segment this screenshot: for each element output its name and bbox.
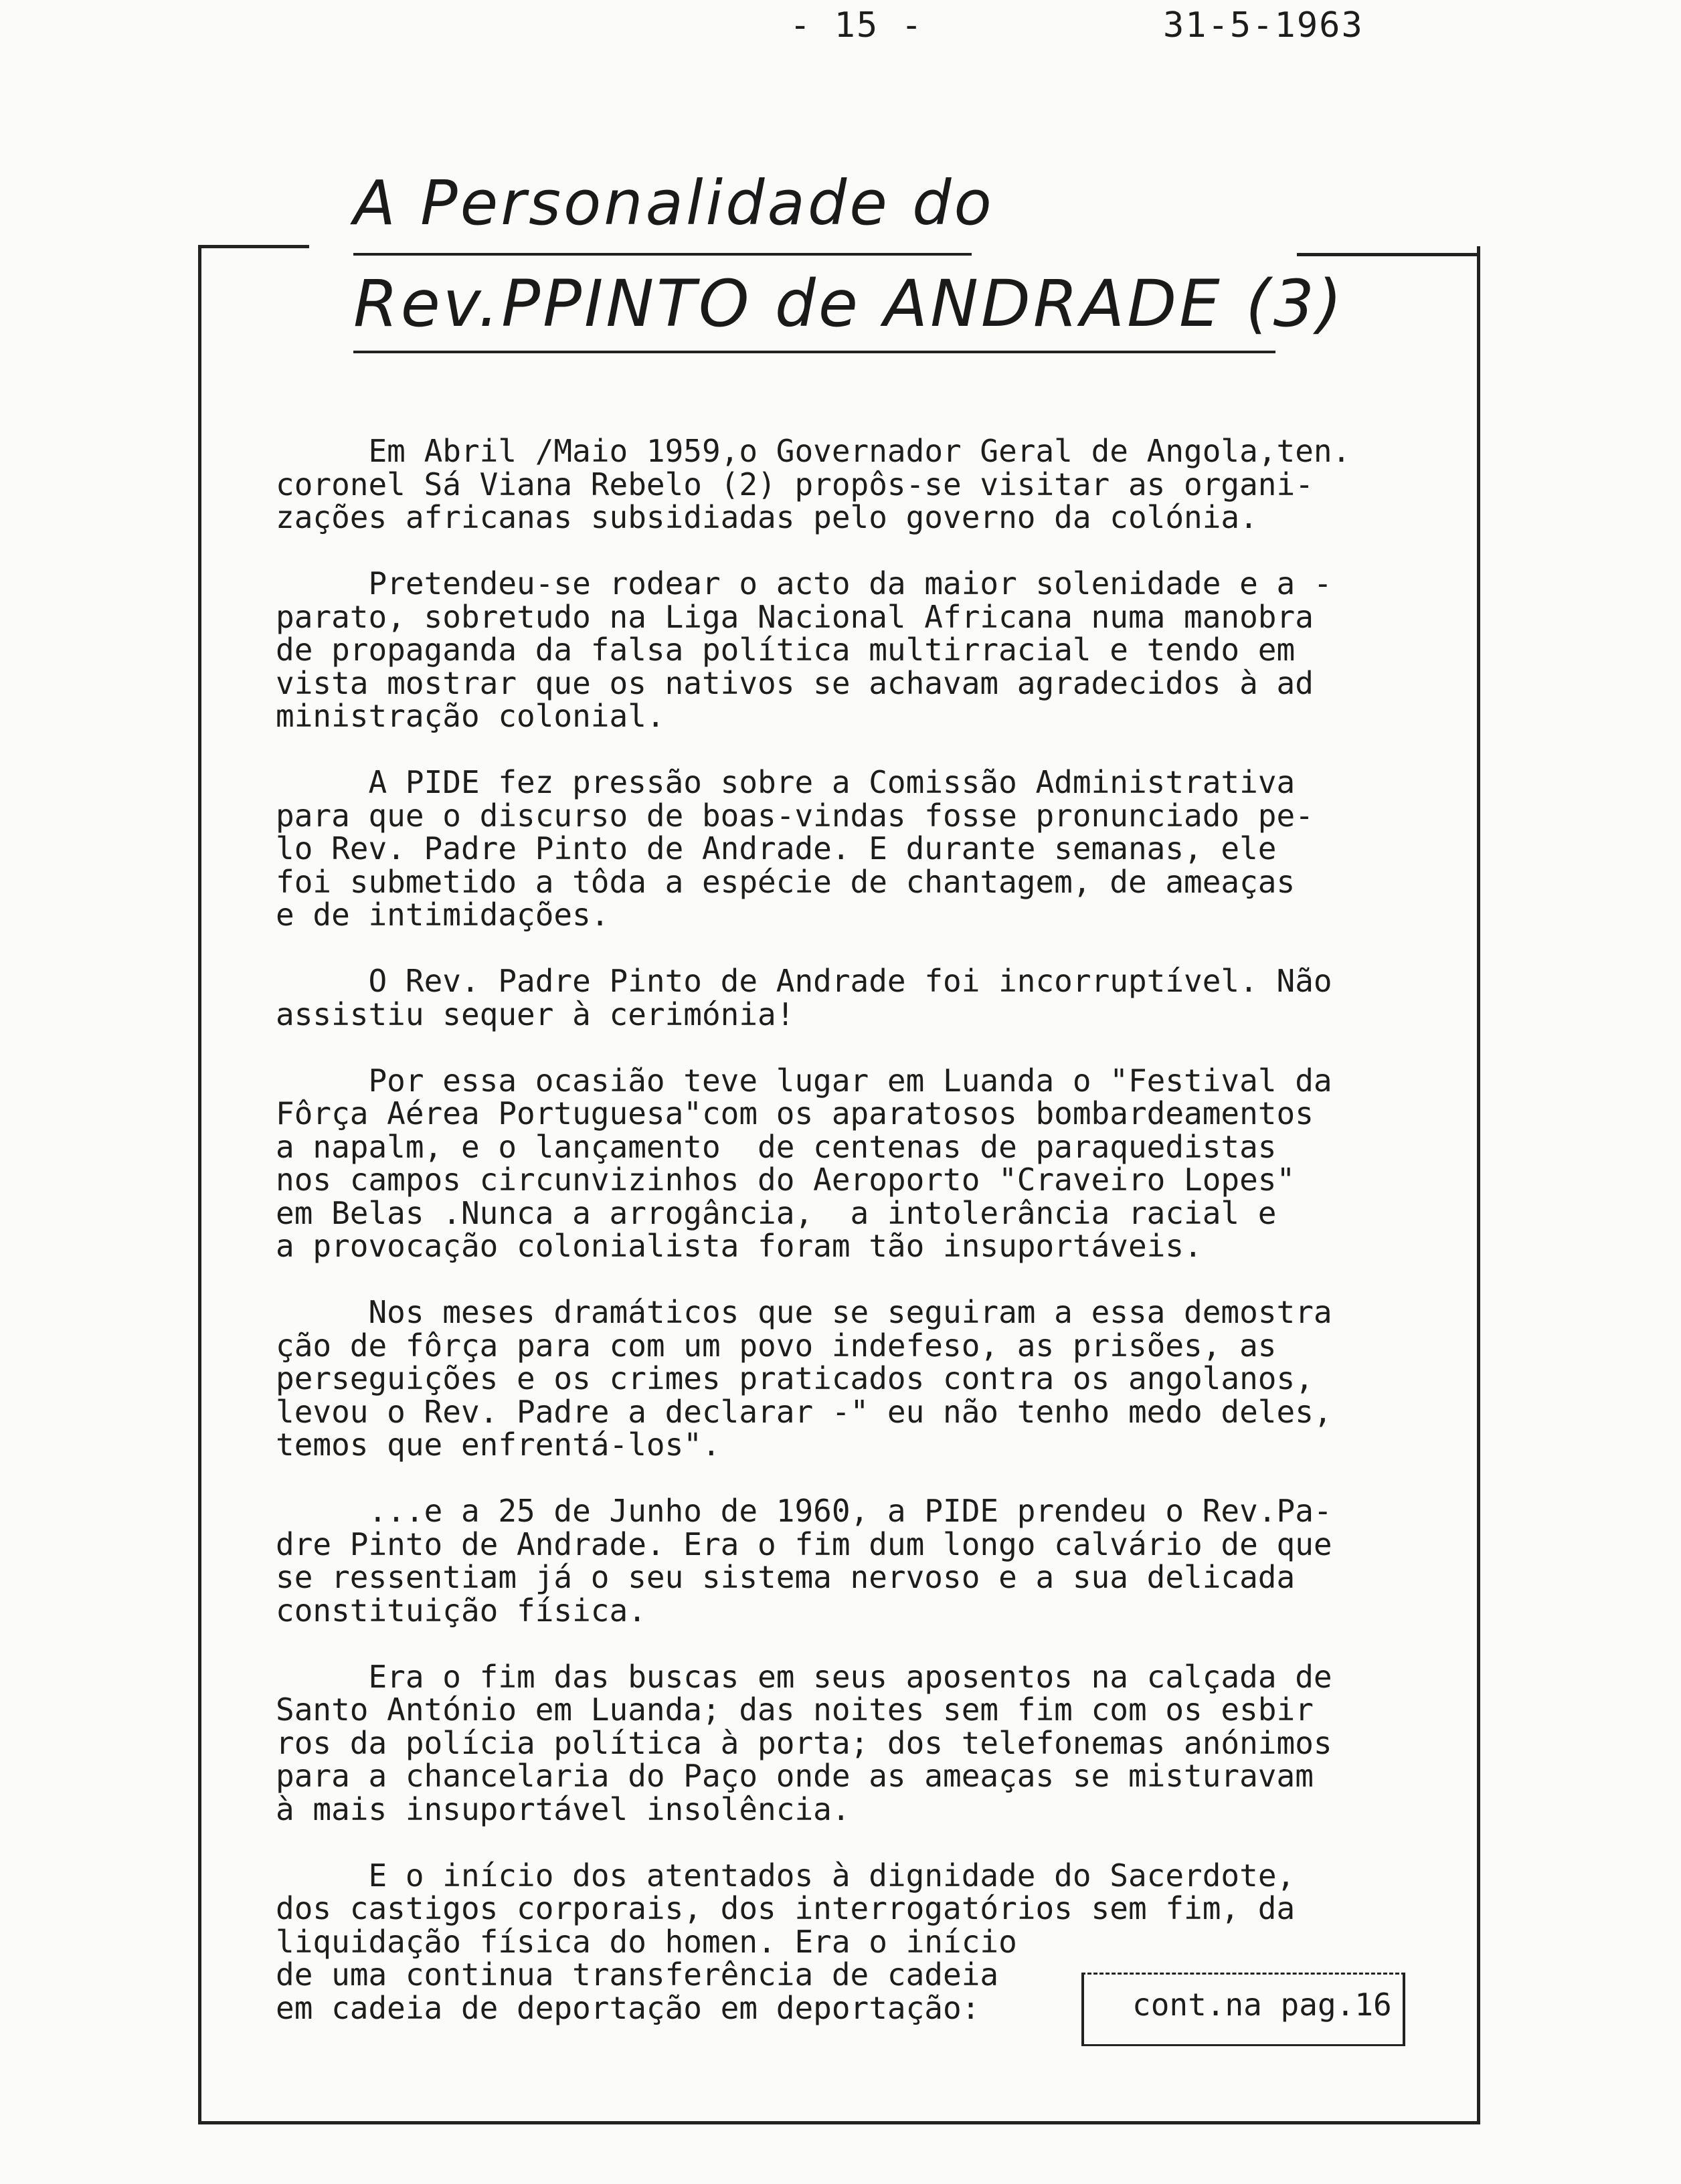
title-line-2: Rev.PPINTO de ANDRADE (3) xyxy=(353,266,1345,341)
paragraph: Pretendeu-se rodear o acto da maior solenidade e a - parato, sobretudo na Liga Nacional Africana numa manobra de propaganda da falsa política multirracial e tendo em vista mostrar que os nativos se achavam agradecidos à ad ministração colonial. xyxy=(276,565,1332,734)
paragraph: Em Abril /Maio 1959,o Governador Geral de Angola,ten. coronel Sá Viana Rebelo (2) propôs-se visitar as organi- zações africanas subsidiadas pelo governo da colónia. xyxy=(276,433,1351,535)
paragraph: ...e a 25 de Junho de 1960, a PIDE prendeu o Rev.Pa- dre Pinto de Andrade. Era o fim dum longo calvário de que se ressentiam já o seu sistema nervoso e a sua delicada constituição física. xyxy=(276,1493,1332,1629)
paragraph: O Rev. Padre Pinto de Andrade foi incorruptível. Não assistiu sequer à cerimónia! xyxy=(276,963,1332,1032)
page-number: - 15 - xyxy=(790,5,923,46)
paragraph: E o início dos atentados à dignidade do Sacerdote, dos castigos corporais, dos interrogatórios sem fim, da liquidação física do homen. Era o início de uma continua transferência de cadeia em cadeia de deportação em deportação: xyxy=(276,1857,1296,2026)
paragraph: Nos meses dramáticos que se seguiram a essa demostra ção de fôrça para com um povo indefeso, as prisões, as perseguições e os crimes praticados contra os angolanos, levou o Rev. Padre a declarar -" eu não tenho medo deles, temos que enfrentá-los". xyxy=(276,1294,1332,1463)
paragraph: Por essa ocasião teve lugar em Luanda o "Festival da Fôrça Aérea Portuguesa"com os aparatosos bombardeamentos a napalm, e o lançamento de centenas de paraquedistas nos campos circunvizinhos do Aeroporto "Craveiro Lopes" em Belas .Nunca a arrogância, a intolerância racial e a provocação colonialista foram tão insuportáveis. xyxy=(276,1062,1332,1264)
continuation-note: cont.na pag.16 xyxy=(1132,1987,1392,2023)
paragraph: Era o fim das buscas em seus aposentos na calçada de Santo António em Luanda; das noites sem fim com os esbir ros da polícia política à porta; dos telefonemas anónimos para a chancelaria do Paço onde as ameaças se misturavam à mais insuportável insolência. xyxy=(276,1658,1332,1827)
article-body xyxy=(276,435,1440,2058)
page-date: 31-5-1963 xyxy=(1163,5,1364,46)
continuation-box xyxy=(1081,1973,1405,2046)
title-line-1: A Personalidade do xyxy=(353,167,994,239)
paragraph: A PIDE fez pressão sobre a Comissão Administrativa para que o discurso de boas-vindas fosse pronunciado pe- lo Rev. Padre Pinto de Andrade. E durante semanas, ele foi submetido a tôda a espécie de chantagem, de ameaças e de intimidações. xyxy=(276,764,1314,933)
